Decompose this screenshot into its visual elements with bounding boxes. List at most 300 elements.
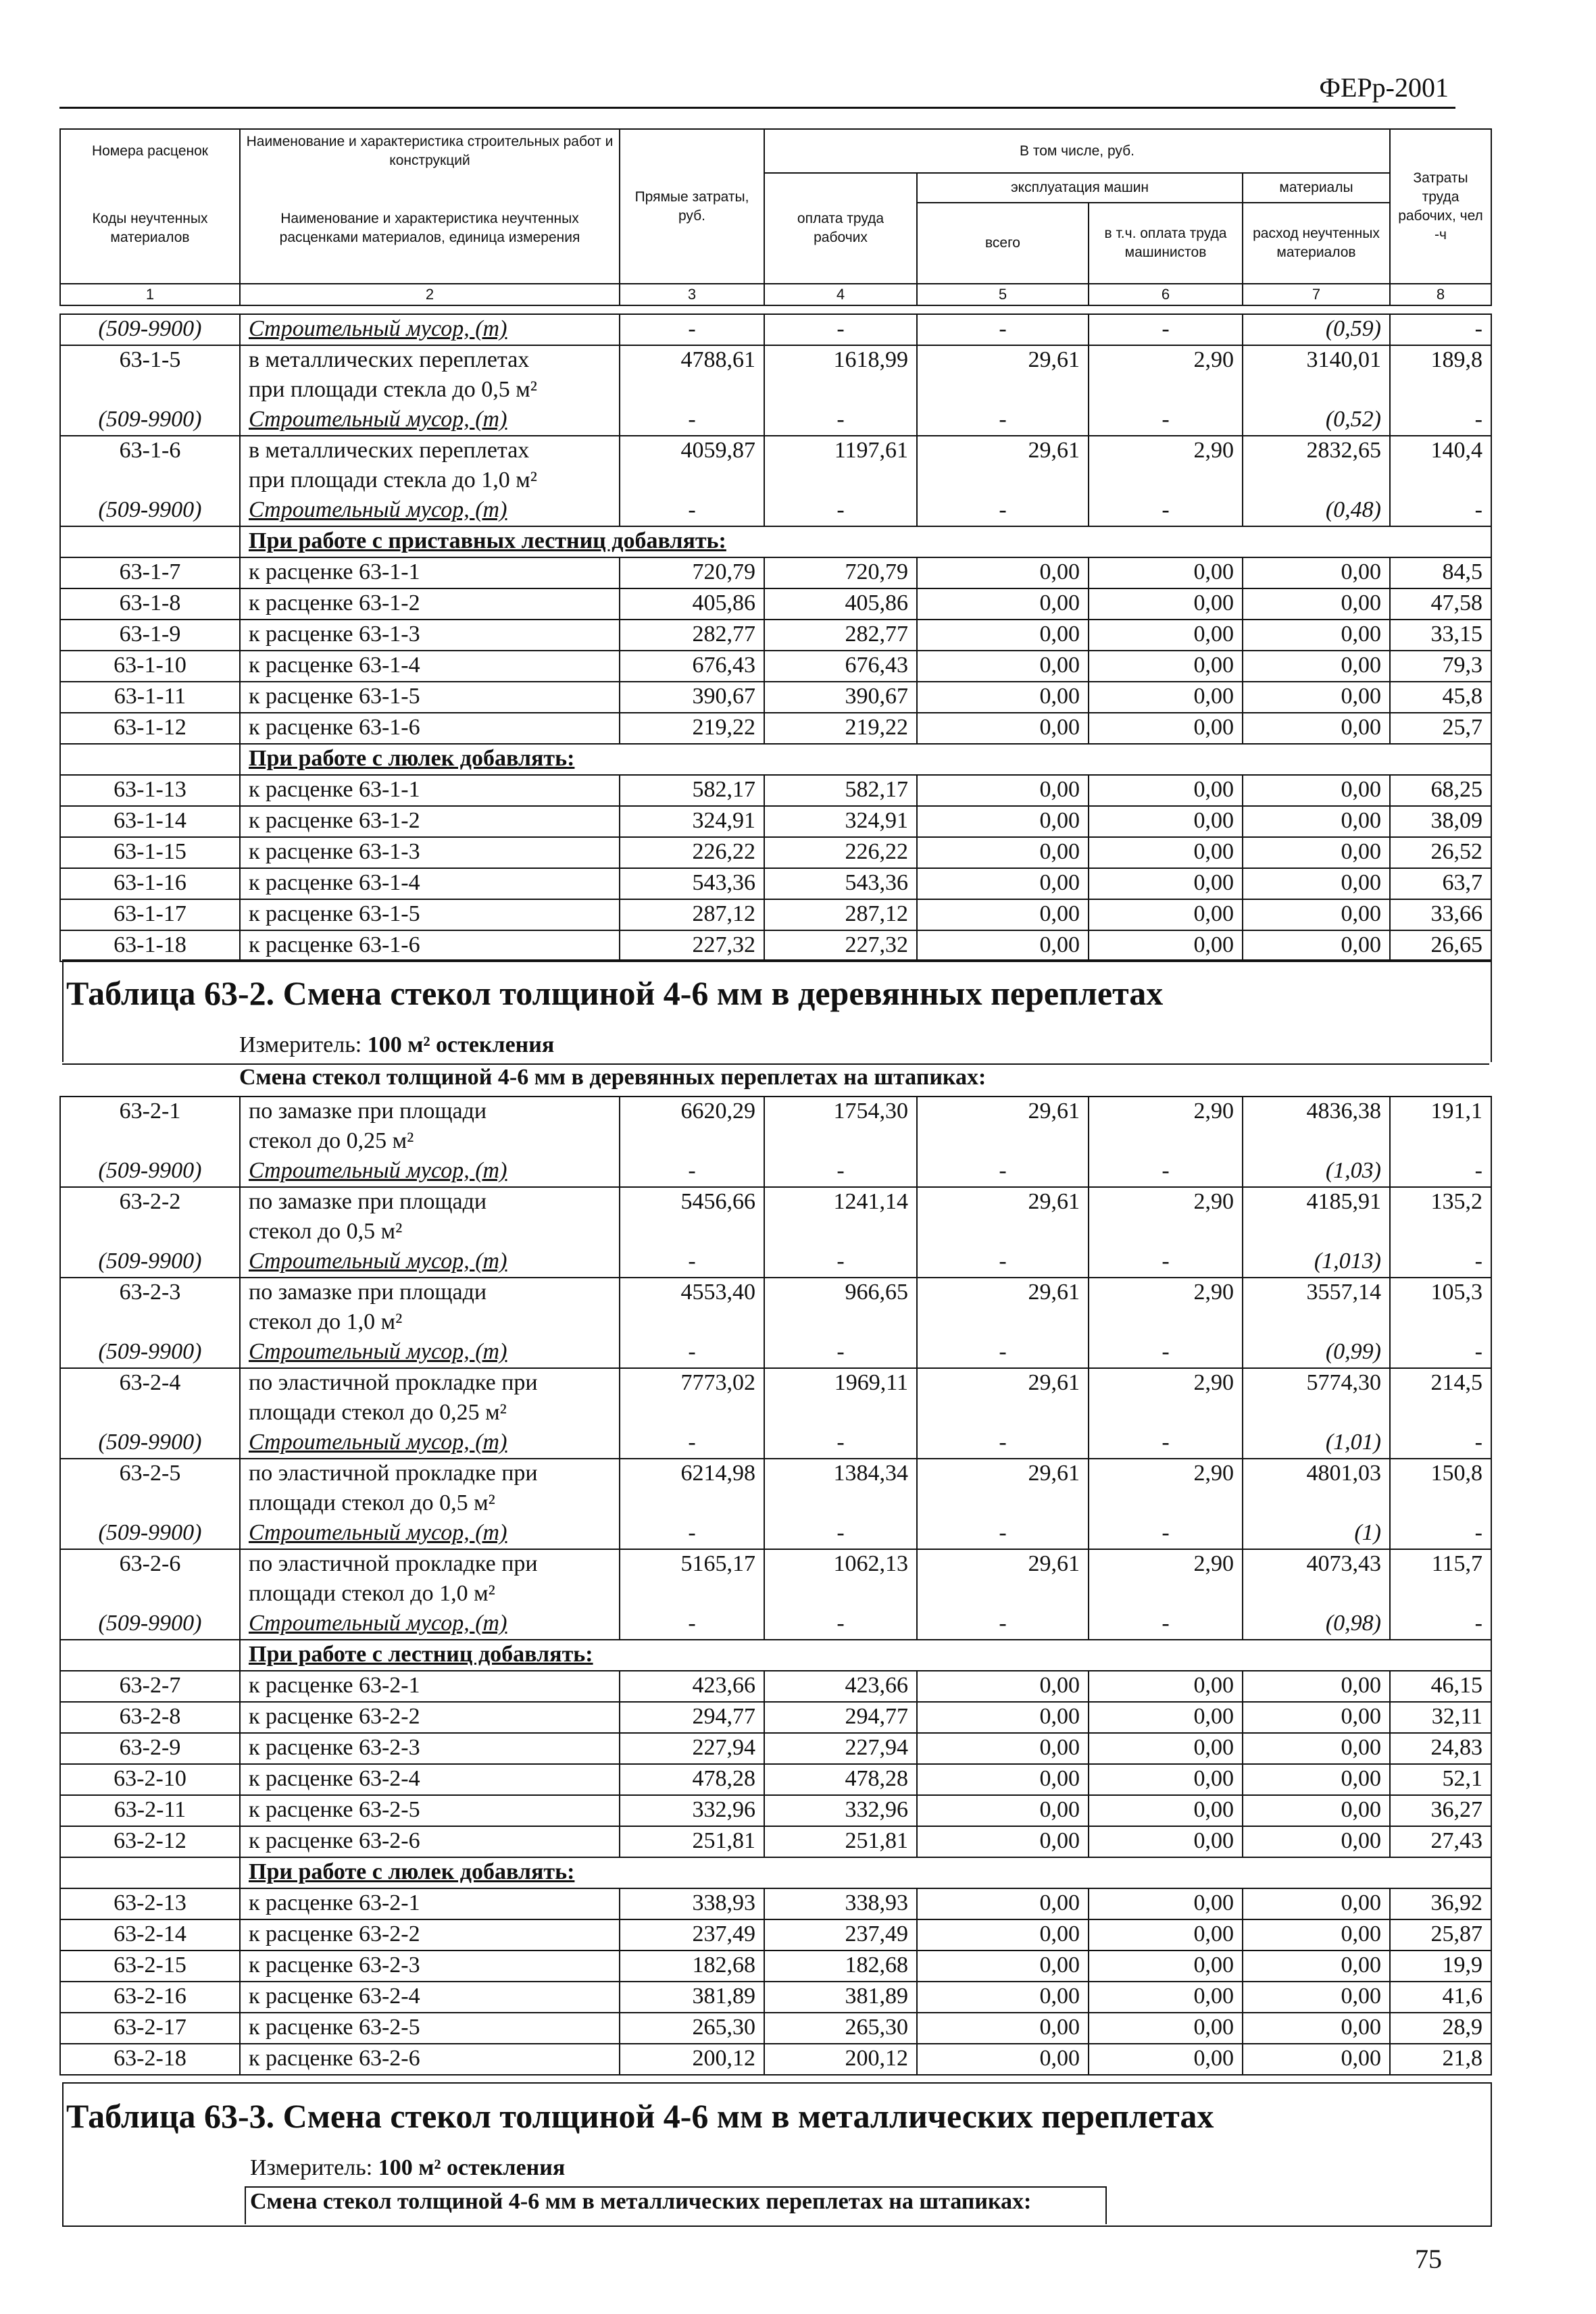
workers-pay: 423,66 [764, 1671, 917, 1702]
rate-row [60, 1795, 1491, 1826]
empty-cell [60, 1857, 240, 1888]
rate-row [60, 1459, 1491, 1489]
workers-pay: - [764, 1157, 917, 1187]
continuation-row [60, 1217, 1491, 1247]
rate-code: 63-1-15 [60, 837, 240, 868]
empty-cell [620, 376, 764, 405]
empty-cell [1243, 466, 1390, 496]
empty-cell [60, 744, 240, 775]
empty-cell [1089, 376, 1243, 405]
work-description: к расценке 63-2-1 [240, 1888, 620, 1919]
materials-cost: 0,00 [1243, 930, 1390, 961]
empty-cell [60, 376, 240, 405]
empty-cell [620, 1308, 764, 1338]
machinists-pay: 0,00 [1089, 868, 1243, 899]
machines-total: 29,61 [917, 1278, 1089, 1308]
empty-cell [917, 1399, 1089, 1428]
materials-cost: 0,00 [1243, 557, 1390, 588]
direct-costs: 219,22 [620, 713, 764, 744]
measure-label: Измеритель: [239, 1032, 362, 1057]
work-description: к расценке 63-1-3 [240, 837, 620, 868]
header-unaccounted-materials: расход неучтенных материалов [1243, 203, 1390, 284]
rate-code: 63-2-9 [60, 1733, 240, 1764]
materials-cost: 0,00 [1243, 2013, 1390, 2044]
column-header [59, 128, 1492, 306]
labor-hours: - [1390, 1338, 1491, 1368]
material-row [60, 405, 1491, 436]
machines-total: - [917, 1157, 1089, 1187]
machinists-pay: 0,00 [1089, 930, 1243, 961]
materials-cost: (1) [1243, 1519, 1390, 1549]
labor-hours: 26,52 [1390, 837, 1491, 868]
empty-cell [1089, 1399, 1243, 1428]
machinists-pay: 0,00 [1089, 2044, 1243, 2075]
empty-cell [1390, 1580, 1491, 1609]
table-63-2-title: Таблица 63-2. Смена стекол толщиной 4-6 мм в деревянных переплетах [66, 974, 1164, 1012]
work-description: по замазке при площади [240, 1187, 620, 1217]
work-description: в металлических переплетах [240, 436, 620, 466]
empty-cell [1089, 1308, 1243, 1338]
rate-code: 63-1-6 [60, 436, 240, 466]
labor-hours: 19,9 [1390, 1951, 1491, 1982]
empty-cell [917, 1217, 1089, 1247]
rate-code: 63-1-14 [60, 806, 240, 837]
rates-table-63-1 [59, 313, 1492, 962]
work-description: по эластичной прокладке при [240, 1459, 620, 1489]
rate-code: 63-1-7 [60, 557, 240, 588]
machinists-pay: 0,00 [1089, 899, 1243, 930]
work-description: площади стекол до 0,25 м² [240, 1399, 620, 1428]
rate-code: 63-1-13 [60, 775, 240, 806]
rate-code: 63-2-8 [60, 1702, 240, 1733]
empty-cell [60, 1399, 240, 1428]
labor-hours: 38,09 [1390, 806, 1491, 837]
material-name: Строительный мусор, (т) [240, 1247, 620, 1278]
work-description: к расценке 63-1-5 [240, 682, 620, 713]
empty-cell [1390, 1489, 1491, 1519]
direct-costs: 237,49 [620, 1919, 764, 1951]
empty-cell [1243, 1308, 1390, 1338]
materials-cost: 0,00 [1243, 1982, 1390, 2013]
labor-hours: 21,8 [1390, 2044, 1491, 2075]
machinists-pay: 0,00 [1089, 837, 1243, 868]
empty-cell [620, 1127, 764, 1157]
direct-costs: 227,32 [620, 930, 764, 961]
materials-cost: 0,00 [1243, 588, 1390, 620]
header-materials: материалы [1243, 173, 1390, 203]
rate-row [60, 1982, 1491, 2013]
direct-costs: 543,36 [620, 868, 764, 899]
header-c2-top: Наименование и характеристика строительных работ и конструкций [240, 129, 620, 173]
direct-costs: 4059,87 [620, 436, 764, 466]
section-heading: При работе с лестниц добавлять: [240, 1640, 1491, 1671]
direct-costs: 478,28 [620, 1764, 764, 1795]
empty-cell [1243, 1489, 1390, 1519]
workers-pay: 237,49 [764, 1919, 917, 1951]
material-name: Строительный мусор, (т) [240, 1338, 620, 1368]
material-row [60, 1428, 1491, 1459]
workers-pay: 182,68 [764, 1951, 917, 1982]
empty-cell [764, 466, 917, 496]
material-row [60, 1247, 1491, 1278]
rate-row [60, 1951, 1491, 1982]
table-63-3-measure [250, 2155, 565, 2181]
workers-pay: - [764, 405, 917, 436]
table-63-2-measure [239, 1032, 554, 1058]
machinists-pay: 0,00 [1089, 588, 1243, 620]
empty-cell [1089, 1127, 1243, 1157]
labor-hours: 26,65 [1390, 930, 1491, 961]
direct-costs: 227,94 [620, 1733, 764, 1764]
col-num-1: 1 [60, 284, 240, 305]
measure-value: 100 м² остекления [367, 1032, 555, 1057]
material-name: Строительный мусор, (т) [240, 314, 620, 345]
rate-row [60, 651, 1491, 682]
empty-cell [917, 1308, 1089, 1338]
materials-cost: 0,00 [1243, 2044, 1390, 2075]
materials-cost: 0,00 [1243, 1764, 1390, 1795]
empty-cell [620, 1489, 764, 1519]
rate-code: 63-1-5 [60, 345, 240, 376]
continuation-row [60, 466, 1491, 496]
workers-pay: 966,65 [764, 1278, 917, 1308]
materials-cost: (0,99) [1243, 1338, 1390, 1368]
rate-row [60, 868, 1491, 899]
machines-total: 0,00 [917, 713, 1089, 744]
labor-hours: 24,83 [1390, 1733, 1491, 1764]
direct-costs: 4788,61 [620, 345, 764, 376]
machines-total: 0,00 [917, 1795, 1089, 1826]
empty-cell [764, 1580, 917, 1609]
header-machines-total: всего [917, 203, 1089, 284]
rate-code: 63-2-16 [60, 1982, 240, 2013]
page-number: 75 [1415, 2244, 1442, 2274]
machines-total: 0,00 [917, 899, 1089, 930]
work-description: при площади стекла до 0,5 м² [240, 376, 620, 405]
materials-cost: 0,00 [1243, 620, 1390, 651]
rate-row [60, 837, 1491, 868]
machinists-pay: 2,90 [1089, 1459, 1243, 1489]
workers-pay: 720,79 [764, 557, 917, 588]
rate-row [60, 2013, 1491, 2044]
workers-pay: - [764, 1247, 917, 1278]
workers-pay: 265,30 [764, 2013, 917, 2044]
labor-hours: - [1390, 1157, 1491, 1187]
workers-pay: 338,93 [764, 1888, 917, 1919]
direct-costs: 332,96 [620, 1795, 764, 1826]
materials-cost: 0,00 [1243, 806, 1390, 837]
workers-pay: 282,77 [764, 620, 917, 651]
rate-row [60, 620, 1491, 651]
direct-costs: 5456,66 [620, 1187, 764, 1217]
divider [245, 2186, 246, 2224]
rate-code: 63-1-18 [60, 930, 240, 961]
materials-cost: 4073,43 [1243, 1549, 1390, 1580]
header-rule [59, 107, 1455, 109]
work-description: стекол до 0,5 м² [240, 1217, 620, 1247]
labor-hours: 63,7 [1390, 868, 1491, 899]
workers-pay: 1618,99 [764, 345, 917, 376]
workers-pay: 390,67 [764, 682, 917, 713]
work-description: по эластичной прокладке при [240, 1368, 620, 1399]
rate-code: 63-2-7 [60, 1671, 240, 1702]
material-name: Строительный мусор, (т) [240, 1428, 620, 1459]
empty-cell [1243, 1217, 1390, 1247]
continuation-row [60, 1127, 1491, 1157]
rate-code: 63-2-17 [60, 2013, 240, 2044]
materials-cost: 0,00 [1243, 837, 1390, 868]
header-machinists-pay: в т.ч. оплата труда машинистов [1089, 203, 1243, 284]
empty-cell [1390, 1127, 1491, 1157]
machinists-pay: 0,00 [1089, 806, 1243, 837]
work-description: к расценке 63-1-1 [240, 775, 620, 806]
rate-row [60, 1733, 1491, 1764]
work-description: к расценке 63-2-3 [240, 1951, 620, 1982]
labor-hours: 105,3 [1390, 1278, 1491, 1308]
workers-pay: 294,77 [764, 1702, 917, 1733]
machinists-pay: - [1089, 1519, 1243, 1549]
machines-total: 0,00 [917, 868, 1089, 899]
col-num-8: 8 [1390, 284, 1491, 305]
materials-cost: 3140,01 [1243, 345, 1390, 376]
materials-cost: 5774,30 [1243, 1368, 1390, 1399]
direct-costs: 582,17 [620, 775, 764, 806]
workers-pay: - [764, 496, 917, 526]
rate-code: 63-2-3 [60, 1278, 240, 1308]
table-63-2-subheading: Смена стекол толщиной 4-6 мм в деревянных переплетах на штапиках: [239, 1065, 987, 1090]
direct-costs: 182,68 [620, 1951, 764, 1982]
labor-hours: 84,5 [1390, 557, 1491, 588]
work-description: площади стекол до 0,5 м² [240, 1489, 620, 1519]
empty-cell [620, 1580, 764, 1609]
machines-total: 29,61 [917, 1459, 1089, 1489]
rate-row [60, 1671, 1491, 1702]
work-description: стекол до 0,25 м² [240, 1127, 620, 1157]
work-description: к расценке 63-1-5 [240, 899, 620, 930]
work-description: к расценке 63-2-4 [240, 1982, 620, 2013]
machines-total: 0,00 [917, 1764, 1089, 1795]
workers-pay: 1754,30 [764, 1097, 917, 1127]
work-description: по замазке при площади [240, 1097, 620, 1127]
machinists-pay: 0,00 [1089, 1951, 1243, 1982]
work-description: к расценке 63-1-4 [240, 651, 620, 682]
machinists-pay: - [1089, 314, 1243, 345]
labor-hours: 52,1 [1390, 1764, 1491, 1795]
materials-cost: (0,52) [1243, 405, 1390, 436]
materials-cost: 4836,38 [1243, 1097, 1390, 1127]
direct-costs: 6620,29 [620, 1097, 764, 1127]
section-heading: При работе с люлек добавлять: [240, 744, 1491, 775]
work-description: к расценке 63-2-1 [240, 1671, 620, 1702]
rate-code: 63-2-4 [60, 1368, 240, 1399]
materials-cost: 0,00 [1243, 1795, 1390, 1826]
workers-pay: - [764, 1609, 917, 1640]
rate-row [60, 1888, 1491, 1919]
machinists-pay: 2,90 [1089, 436, 1243, 466]
section-heading: При работе с люлек добавлять: [240, 1857, 1491, 1888]
machines-total: 0,00 [917, 806, 1089, 837]
rate-code: 63-2-1 [60, 1097, 240, 1127]
machinists-pay: 0,00 [1089, 1888, 1243, 1919]
work-description: к расценке 63-2-4 [240, 1764, 620, 1795]
empty-cell [1089, 466, 1243, 496]
workers-pay: 381,89 [764, 1982, 917, 2013]
work-description: к расценке 63-1-3 [240, 620, 620, 651]
header-c1-top: Номера расценок [60, 129, 240, 173]
work-description: к расценке 63-2-2 [240, 1702, 620, 1733]
empty-cell [1089, 1217, 1243, 1247]
material-row [60, 1157, 1491, 1187]
rate-code: 63-2-14 [60, 1919, 240, 1951]
material-code: (509-9900) [60, 1428, 240, 1459]
direct-costs: 287,12 [620, 899, 764, 930]
col-num-4: 4 [764, 284, 917, 305]
empty-cell [1390, 1308, 1491, 1338]
materials-cost: (1,03) [1243, 1157, 1390, 1187]
direct-costs: - [620, 1428, 764, 1459]
labor-hours: 33,15 [1390, 620, 1491, 651]
machinists-pay: 2,90 [1089, 1278, 1243, 1308]
machinists-pay: - [1089, 1338, 1243, 1368]
empty-cell [60, 526, 240, 557]
machines-total: 0,00 [917, 1702, 1089, 1733]
materials-cost: 0,00 [1243, 1826, 1390, 1857]
workers-pay: 287,12 [764, 899, 917, 930]
empty-cell [620, 1399, 764, 1428]
direct-costs: 200,12 [620, 2044, 764, 2075]
rate-code: 63-2-18 [60, 2044, 240, 2075]
work-description: к расценке 63-1-2 [240, 588, 620, 620]
col-num-3: 3 [620, 284, 764, 305]
direct-costs: - [620, 496, 764, 526]
machinists-pay: 0,00 [1089, 620, 1243, 651]
work-description: к расценке 63-2-5 [240, 1795, 620, 1826]
materials-cost: 0,00 [1243, 1951, 1390, 1982]
machines-total: 29,61 [917, 1549, 1089, 1580]
empty-cell [1390, 376, 1491, 405]
work-description: к расценке 63-2-2 [240, 1919, 620, 1951]
empty-cell [60, 466, 240, 496]
materials-cost: (0,59) [1243, 314, 1390, 345]
direct-costs: - [620, 314, 764, 345]
workers-pay: 226,22 [764, 837, 917, 868]
rate-row [60, 1278, 1491, 1308]
workers-pay: 1969,11 [764, 1368, 917, 1399]
work-description: к расценке 63-1-4 [240, 868, 620, 899]
machines-total: 0,00 [917, 1951, 1089, 1982]
materials-cost: 4801,03 [1243, 1459, 1390, 1489]
machines-total: 0,00 [917, 1671, 1089, 1702]
rate-code: 63-2-2 [60, 1187, 240, 1217]
labor-hours: 46,15 [1390, 1671, 1491, 1702]
materials-cost: 0,00 [1243, 868, 1390, 899]
machines-total: 29,61 [917, 1368, 1089, 1399]
material-row [60, 1519, 1491, 1549]
machines-total: 0,00 [917, 930, 1089, 961]
direct-costs: 5165,17 [620, 1549, 764, 1580]
materials-cost: 0,00 [1243, 651, 1390, 682]
col-num-2: 2 [240, 284, 620, 305]
direct-costs: 7773,02 [620, 1368, 764, 1399]
work-description: к расценке 63-2-3 [240, 1733, 620, 1764]
machinists-pay: 2,90 [1089, 1549, 1243, 1580]
machines-total: 29,61 [917, 1187, 1089, 1217]
table-63-3-subheading: Смена стекол толщиной 4-6 мм в металлических переплетах на штапиках: [250, 2189, 1032, 2214]
machines-total: 29,61 [917, 436, 1089, 466]
direct-costs: - [620, 405, 764, 436]
labor-hours: 45,8 [1390, 682, 1491, 713]
labor-hours: 36,92 [1390, 1888, 1491, 1919]
machinists-pay: 0,00 [1089, 775, 1243, 806]
materials-cost: 0,00 [1243, 1702, 1390, 1733]
machinists-pay: 0,00 [1089, 713, 1243, 744]
machines-total: 0,00 [917, 1919, 1089, 1951]
materials-cost: 0,00 [1243, 1888, 1390, 1919]
header-direct-costs: Прямые затраты, руб. [620, 129, 764, 284]
workers-pay: - [764, 314, 917, 345]
rate-code: 63-1-16 [60, 868, 240, 899]
workers-pay: 1384,34 [764, 1459, 917, 1489]
machines-total: 29,61 [917, 1097, 1089, 1127]
rate-code: 63-2-5 [60, 1459, 240, 1489]
work-description: при площади стекла до 1,0 м² [240, 466, 620, 496]
direct-costs: 423,66 [620, 1671, 764, 1702]
empty-cell [764, 1217, 917, 1247]
material-name: Строительный мусор, (т) [240, 496, 620, 526]
section-heading: При работе с приставных лестниц добавлять: [240, 526, 1491, 557]
labor-hours: 79,3 [1390, 651, 1491, 682]
machinists-pay: - [1089, 496, 1243, 526]
machinists-pay: 0,00 [1089, 1795, 1243, 1826]
labor-hours: 135,2 [1390, 1187, 1491, 1217]
empty-cell [1089, 1580, 1243, 1609]
direct-costs: 338,93 [620, 1888, 764, 1919]
material-name: Строительный мусор, (т) [240, 1609, 620, 1640]
rate-row [60, 899, 1491, 930]
section-heading-row [60, 526, 1491, 557]
machinists-pay: 2,90 [1089, 1187, 1243, 1217]
rate-code: 63-1-10 [60, 651, 240, 682]
rate-row [60, 1368, 1491, 1399]
continuation-row [60, 1308, 1491, 1338]
empty-cell [620, 466, 764, 496]
material-code: (509-9900) [60, 1609, 240, 1640]
machines-total: 0,00 [917, 2044, 1089, 2075]
machinists-pay: - [1089, 1157, 1243, 1187]
machines-total: 0,00 [917, 651, 1089, 682]
rate-row [60, 436, 1491, 466]
measure-label: Измеритель: [250, 2155, 373, 2180]
labor-hours: 214,5 [1390, 1368, 1491, 1399]
work-description: к расценке 63-1-1 [240, 557, 620, 588]
workers-pay: 1062,13 [764, 1549, 917, 1580]
labor-hours: 32,11 [1390, 1702, 1491, 1733]
materials-cost: 0,00 [1243, 1919, 1390, 1951]
direct-costs: 265,30 [620, 2013, 764, 2044]
machines-total: 0,00 [917, 588, 1089, 620]
rate-row [60, 1097, 1491, 1127]
divider [1105, 2186, 1107, 2224]
machinists-pay: 2,90 [1089, 345, 1243, 376]
machines-total: 0,00 [917, 557, 1089, 588]
machinists-pay: 0,00 [1089, 1702, 1243, 1733]
rate-code: 63-2-6 [60, 1549, 240, 1580]
labor-hours: 28,9 [1390, 2013, 1491, 2044]
machines-total: - [917, 496, 1089, 526]
materials-cost: (1,013) [1243, 1247, 1390, 1278]
empty-cell [1243, 376, 1390, 405]
machinists-pay: 0,00 [1089, 1733, 1243, 1764]
